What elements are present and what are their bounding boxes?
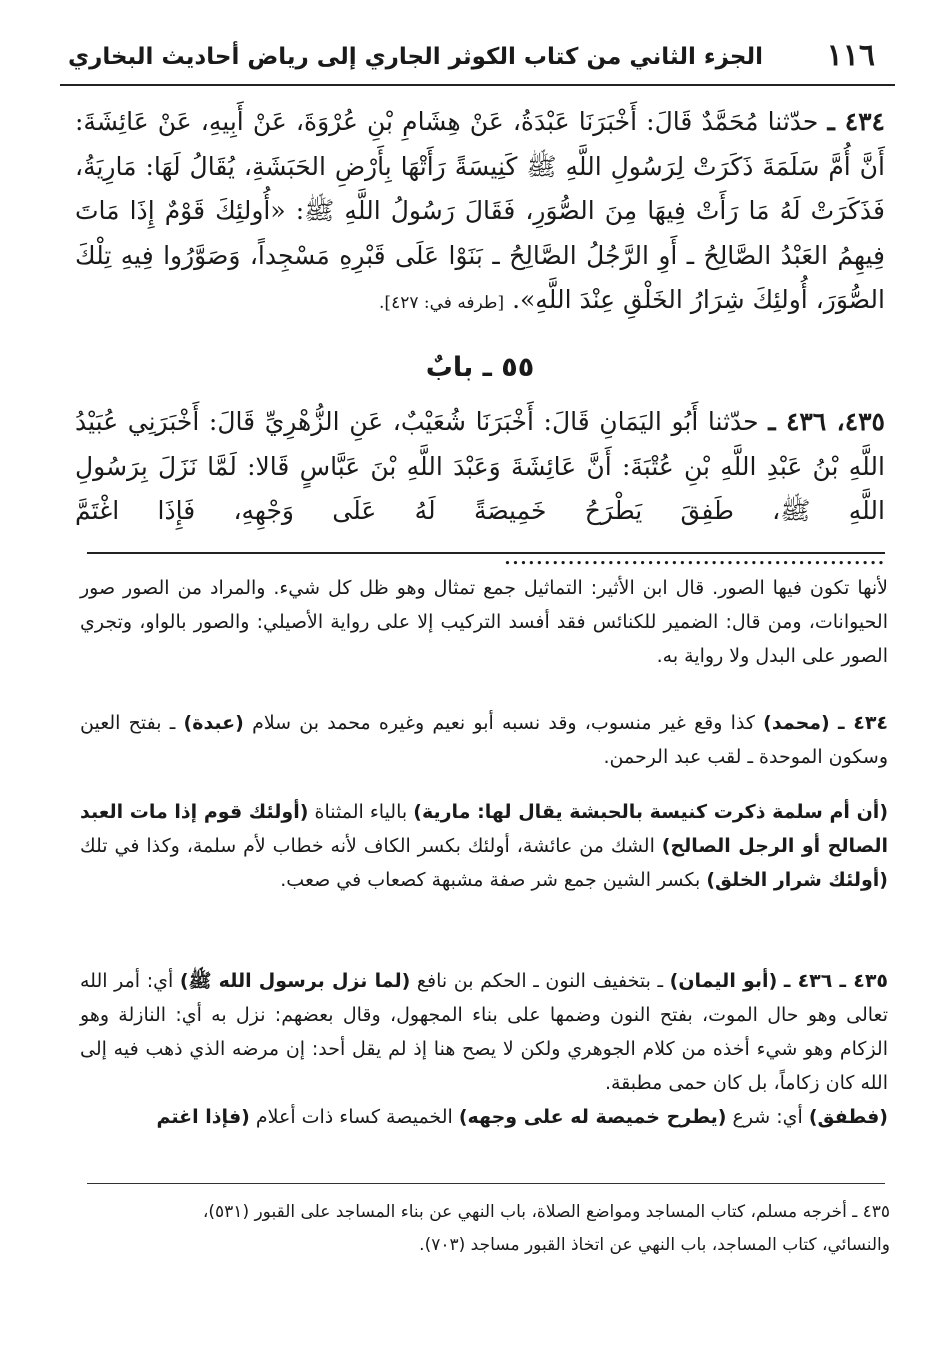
commentary-term: (فطفق) bbox=[808, 1106, 888, 1128]
commentary-text: أي: أمر الله تعالى وهو حال الموت، بفتح النون وضمها على بناء المجهول، وقال بعضهم: نزل به أي: النازلة وهو الزكام وهو شيء أخذه من كلام الجوهري ولكن لا يصح هنا إذ لم يقل أحد: إن مرضه الذي ذهب فيه إلى الله كان زكاماً، بل كان حمى مطبقة. bbox=[80, 970, 888, 1094]
footnote-divider bbox=[87, 1183, 885, 1184]
running-title: الجزء الثاني من كتاب الكوثر الجاري إلى رياض أحاديث البخاري bbox=[68, 44, 764, 70]
continuation-dots: ................................................ bbox=[503, 540, 885, 570]
hadith-text: حدّثنا أَبُو اليَمَانِ قَالَ: أَخْبَرَنَا شُعَيْبٌ، عَنِ الزُّهْرِيِّ قَالَ: أَخْبَرَنِي عُبَيْدُ اللَّهِ بْنُ عَبْدِ اللَّهِ بْنِ عُتْبَةَ: أَنَّ عَائِشَةَ وَعَبْدَ اللَّهِ بْنَ عَبَّاسٍ قَالا: لَمَّا نَزَلَ بِرَسُولِ اللَّهِ ﷺ، طَفِقَ يَطْرَحُ خَمِيصَةً لَهُ عَلَى وَجْهِهِ، فَإِذَا اغْتَمَّ bbox=[75, 407, 885, 525]
commentary-term: (فإذا اغتم bbox=[156, 1106, 250, 1128]
commentary-text: بالياء المثناة bbox=[314, 801, 408, 823]
footnote bbox=[90, 1196, 890, 1262]
page-number: ١١٦ bbox=[826, 38, 875, 73]
hadith-number: ٤٣٤ ـ bbox=[827, 107, 885, 136]
commentary-text: بكسر الشين جمع شر صفة مشبهة كصعاب في صعب. bbox=[280, 869, 701, 891]
cross-reference: [طرفه في: ٤٢٧]. bbox=[379, 293, 505, 313]
commentary-number: ٤٣٤ ـ bbox=[837, 712, 889, 734]
commentary-term: (أولئك شرار الخلق) bbox=[706, 869, 888, 891]
commentary-text: أي: شرع bbox=[732, 1106, 803, 1128]
commentary-term: (عبدة) bbox=[183, 712, 244, 734]
page-header bbox=[60, 36, 895, 86]
commentary-434 bbox=[80, 706, 888, 774]
footnote-line: والنسائي، كتاب المساجد، باب النهي عن اتخاذ القبور مساجد (٧٠٣). bbox=[419, 1235, 890, 1255]
commentary-text: ـ بفتح العين وسكون الموحدة ـ لقب عبد الرحمن. bbox=[80, 712, 888, 768]
footnote-line: ٤٣٥ ـ أخرجه مسلم، كتاب المساجد ومواضع الصلاة، باب النهي عن بناء المساجد على القبور (٥٣١)، bbox=[202, 1202, 890, 1222]
chapter-heading: ٥٥ ـ بابٌ bbox=[425, 352, 535, 383]
commentary-text: ـ بتخفيف النون ـ الحكم بن نافع bbox=[416, 970, 664, 992]
commentary-term: (أن أم سلمة ذكرت كنيسة بالحبشة يقال لها: مارية) bbox=[413, 801, 889, 823]
commentary-text: الشك من عائشة، أولئك بكسر الكاف لأنه خطاب لأم سلمة، وكذا في تلك bbox=[80, 835, 655, 857]
commentary-text: الخميصة كساء ذات أعلام bbox=[255, 1106, 453, 1128]
commentary-term: (أولئك قوم إذا مات العبد الصالح أو الرجل الصالح) bbox=[80, 801, 888, 857]
commentary-text: كذا وقع غير منسوب، وقد نسبه أبو نعيم وغيره محمد بن سلام bbox=[252, 712, 755, 734]
commentary-term: (أبو اليمان) bbox=[669, 970, 778, 992]
commentary-number: ٤٣٥ ـ ٤٣٦ ـ bbox=[783, 970, 889, 992]
hadith-text: حدّثنا مُحَمَّدٌ قَالَ: أَخْبَرَنَا عَبْدَةُ، عَنْ هِشَامِ بْنِ عُرْوَةَ، عَنْ أَبِيهِ، عَنْ عَائِشَةَ: أَنَّ أُمَّ سَلَمَةَ ذَكَرَتْ لِرَسُولِ اللَّهِ ﷺ كَنِيسَةً رَأَتْهَا بِأَرْضِ الحَبَشَةِ، يُقَالُ لَهَا: مَارِيَةُ، فَذَكَرَتْ لَهُ مَا رَأَتْ فِيهَا مِنَ الصُّوَرِ، فَقَالَ رَسُولُ اللَّهِ ﷺ: «أُولئِكَ قَوْمٌ إِذَا مَاتَ فِيهِمُ العَبْدُ الصَّالِحُ ـ أَوِ الرَّجُلُ الصَّالِحُ ـ بَنَوْا عَلَى قَبْرِهِ مَسْجِداً، وَصَوَّرُوا فِيهِ تِلْكَ الصُّوَرَ، أُولئِكَ شِرَارُ الخَلْقِ عِنْدَ اللَّهِ». bbox=[75, 107, 885, 314]
commentary-435 bbox=[80, 964, 888, 1134]
commentary-term: (لما نزل برسول الله ﷺ) bbox=[179, 970, 411, 992]
main-divider bbox=[87, 552, 885, 554]
commentary-text: لأنها تكون فيها الصور. قال ابن الأثير: التماثيل جمع تمثال وهو ظل كل شيء. والمراد من الصور صور الحيوانات، ومن قال: الضمير للكنائس فقد أفسد التركيب إلا على رواية الأصيلي: والصور بالواو، وتجري الصور على البدل ولا رواية به. bbox=[80, 577, 888, 667]
hadith-number: ٤٣٥، ٤٣٦ ـ bbox=[768, 407, 885, 436]
commentary-1 bbox=[80, 571, 888, 673]
commentary-term: (يطرح خميصة له على وجهه) bbox=[458, 1106, 727, 1128]
commentary-umm-salama bbox=[80, 795, 888, 897]
commentary-term: (محمد) bbox=[763, 712, 830, 734]
hadith-434 bbox=[75, 100, 885, 326]
